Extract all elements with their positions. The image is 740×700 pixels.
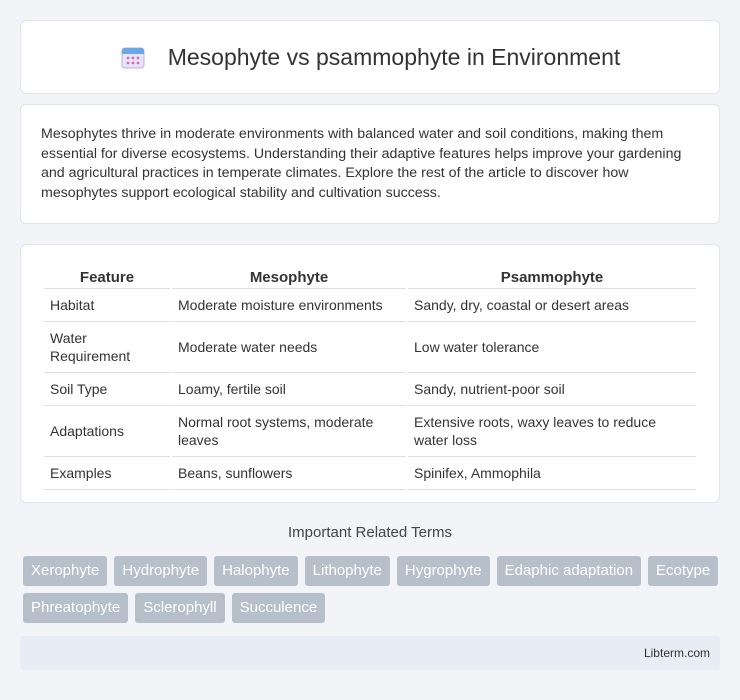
table-header-row (44, 265, 696, 289)
table-cell: Spinifex, Ammophila (408, 457, 696, 490)
table-cell: Adaptations (44, 406, 170, 457)
tag-hydrophyte[interactable]: Hydrophyte (114, 556, 207, 586)
table-row (44, 322, 696, 373)
table-cell: Extensive roots, waxy leaves to reduce water loss (408, 406, 696, 457)
table-row (44, 457, 696, 490)
comparison-table (42, 265, 698, 490)
header-psammophyte: Psammophyte (408, 265, 696, 289)
table-cell: Habitat (44, 289, 170, 322)
tag-hygrophyte[interactable]: Hygrophyte (397, 556, 490, 586)
table-row (44, 406, 696, 457)
related-terms-tags (23, 556, 723, 623)
tag-succulence[interactable]: Succulence (232, 593, 326, 623)
table-cell: Soil Type (44, 373, 170, 406)
intro-paragraph: Mesophytes thrive in moderate environments with balanced water and soil conditions, making them essential for diverse ecosystems. Understanding their adaptive features helps improve your gardening and agricultural practices in temperate climates. Explore the rest of the article to discover how mesophytes support ecological stability and cultivation success. (41, 126, 682, 201)
table-cell: Sandy, dry, coastal or desert areas (408, 289, 696, 322)
table-cell: Moderate moisture environments (172, 289, 406, 322)
table-cell: Normal root systems, moderate leaves (172, 406, 406, 457)
table-cell: Beans, sunflowers (172, 457, 406, 490)
calendar-icon (120, 44, 146, 70)
comparison-table-card (20, 244, 720, 503)
footer (20, 636, 720, 670)
header-feature: Feature (44, 265, 170, 289)
table-row (44, 373, 696, 406)
table-row (44, 289, 696, 322)
tag-sclerophyll[interactable]: Sclerophyll (135, 593, 224, 623)
tag-halophyte[interactable]: Halophyte (214, 556, 298, 586)
tag-lithophyte[interactable]: Lithophyte (305, 556, 390, 586)
table-cell: Examples (44, 457, 170, 490)
title-card (20, 20, 720, 94)
intro-card (20, 104, 720, 224)
tag-ecotype[interactable]: Ecotype (648, 556, 718, 586)
table-cell: Low water tolerance (408, 322, 696, 373)
table-cell: Loamy, fertile soil (172, 373, 406, 406)
tag-phreatophyte[interactable]: Phreatophyte (23, 593, 128, 623)
tag-edaphic-adaptation[interactable]: Edaphic adaptation (497, 556, 641, 586)
table-cell: Moderate water needs (172, 322, 406, 373)
page-title: Mesophyte vs psammophyte in Environment (167, 43, 621, 70)
related-terms-title: Important Related Terms (288, 524, 452, 541)
table-cell: Water Requirement (44, 322, 170, 373)
table-cell: Sandy, nutrient-poor soil (408, 373, 696, 406)
header-mesophyte: Mesophyte (172, 265, 406, 289)
tag-xerophyte[interactable]: Xerophyte (23, 556, 107, 586)
footer-site-link[interactable]: Libterm.com (643, 646, 710, 660)
